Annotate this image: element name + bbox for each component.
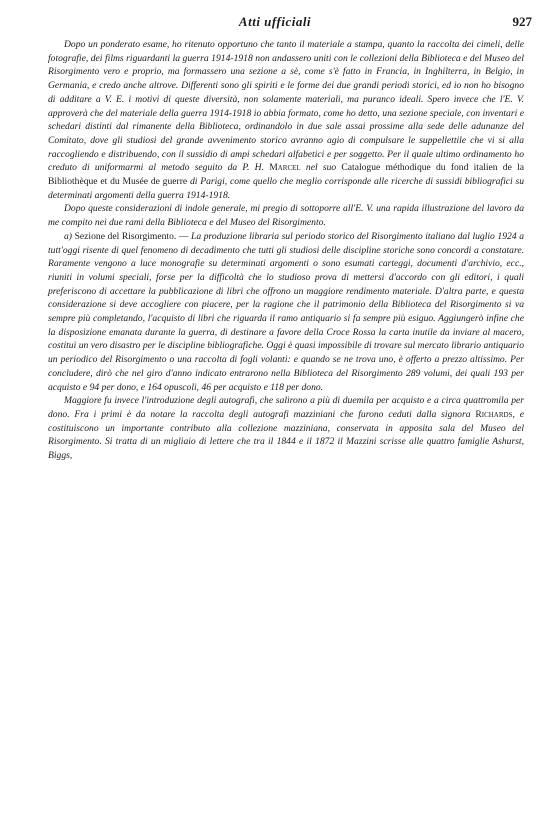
text-segment: di Parigi, come quello che meglio corrisponde alle ricerche di sussidi bibliografici su determinati argomenti della guerra 1914-1918. — [48, 176, 524, 201]
paragraph-guerra-collection — [48, 38, 524, 202]
paragraph-introduction — [48, 202, 524, 229]
text-segment: Maggiore fu invece l'introduzione degli autografi, che salirono a più di duemila per acquisto e a circa quattromila per dono. Fra i primi è da notare la raccolta degli autografi mazziniani che furono ceduti dalla signora — [48, 395, 524, 420]
page-header — [0, 14, 550, 32]
paragraph-sezione-risorgimento — [48, 230, 524, 394]
catalogue-title: Catalogue méthodique du fond italien de la Bibliothèque et du Musée de guerre — [48, 162, 524, 188]
text-segment: , e costituiscono un importante contributo alla collezione mazziniana, conservata in apposita sala del Museo del Risorgimento. Si tratta di un migliaio di lettere che tra il 1844 e il 1872 il Mazzini scrisse alle quattro famiglie Ashurst, Biggs, — [48, 408, 524, 462]
author-name-marcel: Marcel — [269, 162, 301, 174]
text-segment: nel suo — [300, 162, 342, 174]
donor-name-richards: Richards — [475, 408, 513, 420]
body-text — [48, 38, 524, 463]
section-heading: Sezione del Risorgimento. — — [74, 230, 192, 242]
text-segment: Dopo un ponderato esame, ho ritenuto opportuno che tanto il materiale a stampa, quanto la raccolta dei cimeli, delle fotografie, dei films riguardanti la guerra 1914-1918 non andassero uniti con le collezioni della Biblioteca e del Museo del Risorgimento vero e proprio, ma formassero una sezione a sè, come s'è fatto in Francia, in Inghilterra, in Belgio, in Germania, e credo anche altrove. Differenti sono gli spiriti e le forme dei due grandi periodi storici, ed io non ho bisogno di additare a V. E. i motivi di queste diversità, non solamente materiali, ma puranco ideali. Spero invece che l'E. V. approverà che del materiale della guerra 1914-1918 io abbia formato, come ho detto, una sezione speciale, con inventari e schedari distinti dal rimanente della Biblioteca, ordinandolo in due sale assai prossime alla sede delle adunanze del Comitato, dove gli studiosi del grande avvenimento storico avranno agio di compulsare le suppellettile che vi si alla raccogliendo e distribuendo, con il sussidio di ampi schedari alfabetici e per soggetto. Per il quale ultimo ordinamento ho creduto di uniformarmi al metodo seguito da P. H. — [48, 39, 524, 174]
section-marker: a) — [64, 230, 75, 242]
text-segment: La produzione libraria sul periodo storico del Risorgimento italiano dal luglio 1924 a tutt'oggi risente di quel fenomeno di decadimento che tutti gli studiosi delle discipline storiche sono concordi a constatare. Raramente vengono a luce monografie su determinati argomenti o sono esumati carteggi, documenti d'archivio, ecc., riuniti in volumi speciali, forse per la difficoltà che lo studioso prova di mettersi d'accordo con gli editori, i quali preferiscono di accettare la pubblicazione di libri che offrono un maggiore rendimento materiale. D'altra parte, e questa considerazione si deve accogliere con piacere, per la ragione che il patrimonio della Biblioteca del Risorgimento si va sempre più completando, l'acquisto di libri che riguarda il ramo antiquario si fa sempre più esiguo. Aggiungerò infine che la disposizione emanata durante la guerra, di destinare a favore della Croce Rossa la carta inutile da inviare al macero, costituì un vero disastro per le discipline bibliografiche. Oggi è quasi impossibile di trovare sul mercato librario antiquario un periodico del Risorgimento o una raccolta di fogli volanti: e quando se ne trova uno, è offerto a prezzo altissimo. Per concludere, dirò che nel giro d'anno indicato entrarono nella Biblioteca del Risorgimento 289 volumi, dei quali 193 per acquisto e 94 per dono, e 164 opuscoli, 46 per acquisto e 118 per dono. — [48, 230, 524, 393]
paragraph-autografi — [48, 394, 524, 463]
running-head: Atti ufficiali — [238, 14, 312, 29]
text-segment: Dopo queste considerazioni di indole generale, mi pregio di sottoporre all'E. V. una rapida illustrazione del lavoro da me compito nei due rami della Biblioteca e del Museo del Risorgimento. — [48, 203, 524, 229]
page-number: 927 — [512, 14, 532, 29]
